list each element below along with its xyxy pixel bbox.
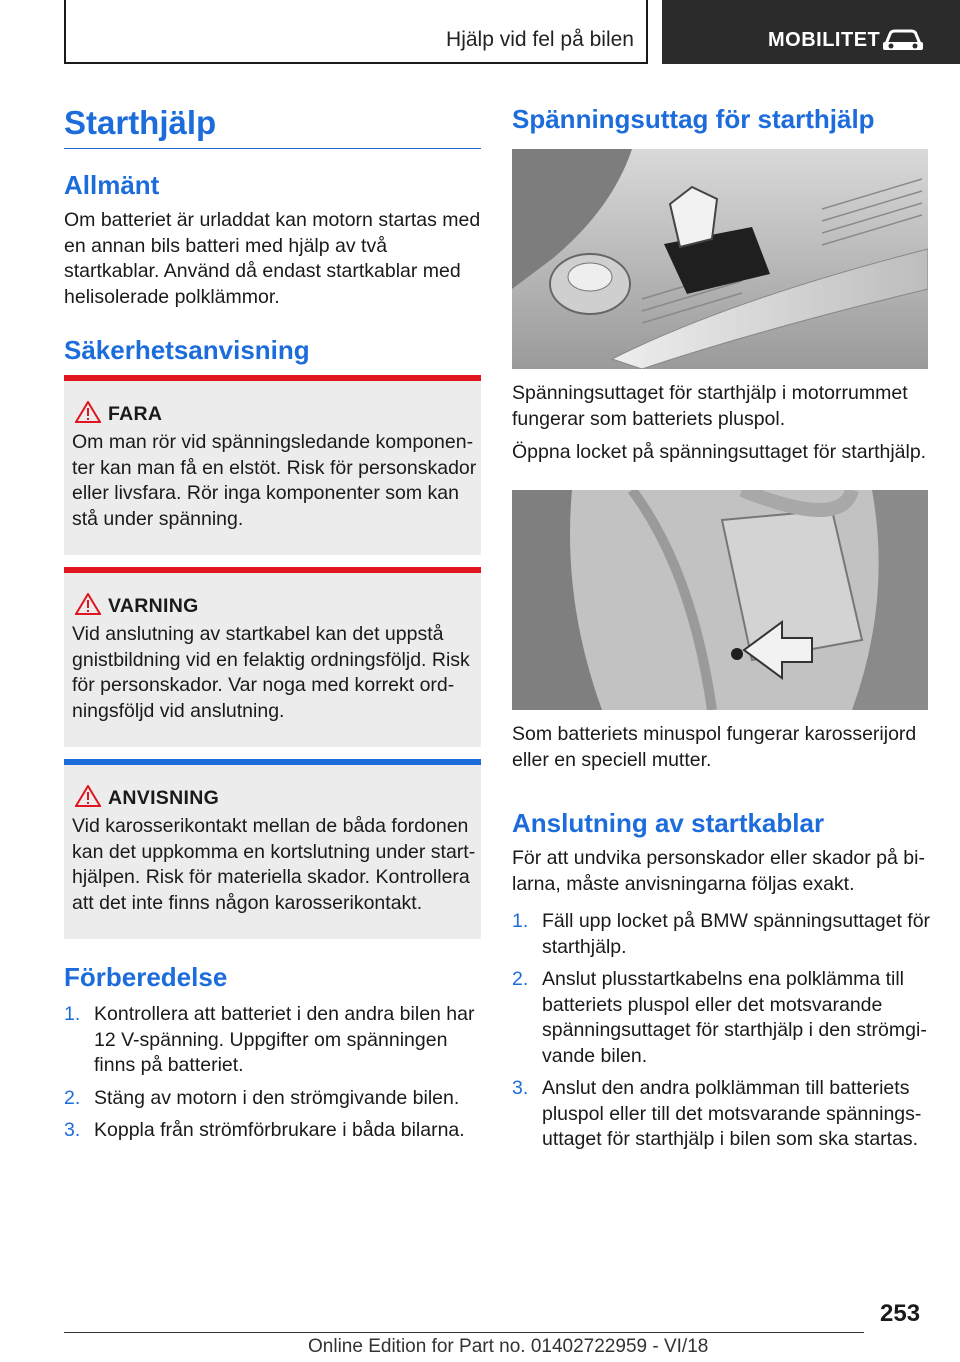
warning-box-caution <box>64 567 481 747</box>
step-text: Anslut plusstartkabelns ena polklämma till batteriets pluspol eller det motsvarande spänningsuttaget för starthjälp i den strömgivande bilen. <box>542 968 927 1067</box>
list-item <box>64 1086 484 1112</box>
footer-divider <box>64 1332 864 1333</box>
prep-heading: Förberedelse <box>64 962 228 992</box>
page-number: 253 <box>880 1300 921 1327</box>
minus-text: Som batteriets minuspol fungerar karosserijord eller en speciell mutter. <box>512 723 917 771</box>
step-number: 3. <box>512 1077 529 1099</box>
header-section-title: Hjälp vid fel på bilen <box>446 28 634 51</box>
warning-label: VARNING <box>108 595 199 617</box>
header-section-box <box>64 0 648 64</box>
step-text: Anslut den andra polklämman till batteriets pluspol eller till det motsvarande spänningsuttaget för starthjälp i bilen som ska startas. <box>542 1077 922 1150</box>
warning-text: Om man rör vid spänningsledande komponenter kan man få en elstöt. Risk för personskador eller livsfara. Rör inga komponenter som kan stå under spänning. <box>72 431 477 530</box>
warning-bar <box>64 759 481 765</box>
general-text: Om batteriet är urladdat kan motorn startas med en annan bils batteri med hjälp av två startkablar. Använd då endast startkablar med helisolerade polklämmor. <box>64 209 481 308</box>
outlet-text-2: Öppna locket på spänningsuttaget för starthjälp. <box>512 441 927 463</box>
step-number: 3. <box>64 1119 81 1141</box>
connect-steps-list <box>512 909 932 1160</box>
prep-steps-list <box>64 1002 484 1151</box>
step-number: 2. <box>512 968 529 990</box>
warning-box-danger <box>64 375 481 555</box>
warning-label: FARA <box>108 403 163 425</box>
car-icon <box>880 28 926 54</box>
step-text: Fäll upp locket på BMW spänningsuttaget för starthjälp. <box>542 910 931 958</box>
connect-text: För att undvika personskador eller skador på bilarna, måste anvisningarna följas exakt. <box>512 847 925 895</box>
outlet-heading: Spänningsuttag för starthjälp <box>512 104 875 134</box>
engine-bay-ground-image <box>512 490 928 710</box>
warning-triangle-icon <box>75 401 101 423</box>
step-number: 2. <box>64 1086 81 1109</box>
warning-bar <box>64 567 481 573</box>
list-item <box>512 1076 932 1153</box>
step-text: Stäng av motorn i den strömgivande bilen. <box>94 1086 460 1109</box>
warning-bar <box>64 375 481 381</box>
warning-triangle-icon <box>75 593 101 615</box>
warning-triangle-icon <box>75 785 101 807</box>
step-text: Koppla från strömförbrukare i båda bilarna. <box>94 1119 465 1141</box>
warning-text: Vid anslutning av startkabel kan det uppstå gnistbildning vid en felaktig ordningsföljd. Risk för personskador. Var noga med korrekt ordningsföljd vid anslutning. <box>72 623 470 722</box>
list-item <box>64 1118 484 1144</box>
page-title: Starthjälp <box>64 104 217 141</box>
footer-edition: Online Edition for Part no. 01402722959 - VI/18 <box>308 1336 709 1357</box>
connect-heading: Anslutning av startkablar <box>512 808 825 838</box>
step-number: 1. <box>512 910 529 932</box>
engine-bay-outlet-image <box>512 149 928 369</box>
header-chapter-tab <box>662 0 960 64</box>
step-text: Kontrollera att batteriet i den andra bilen har 12 V-spänning. Uppgifter om spänningen finns på batteriet. <box>94 1003 475 1076</box>
general-heading: Allmänt <box>64 170 160 200</box>
list-item <box>512 909 932 960</box>
title-divider <box>64 148 481 149</box>
outlet-text-1: Spänningsuttaget för starthjälp i motorrummet fungerar som batteriets pluspol. <box>512 382 908 430</box>
safety-heading: Säkerhetsanvisning <box>64 335 310 365</box>
list-item <box>512 967 932 1069</box>
warning-box-notice <box>64 759 481 939</box>
warning-label: ANVISNING <box>108 787 220 809</box>
step-number: 1. <box>64 1003 81 1025</box>
warning-text: Vid karosserikontakt mellan de båda fordonen kan det uppkomma en kortslutning under starthjälpen. Risk för materiella skador. Kontrollera att det inte finns någon karosserikontakt. <box>72 815 476 914</box>
header-chapter-label: MOBILITET <box>768 29 881 51</box>
list-item <box>64 1002 484 1079</box>
